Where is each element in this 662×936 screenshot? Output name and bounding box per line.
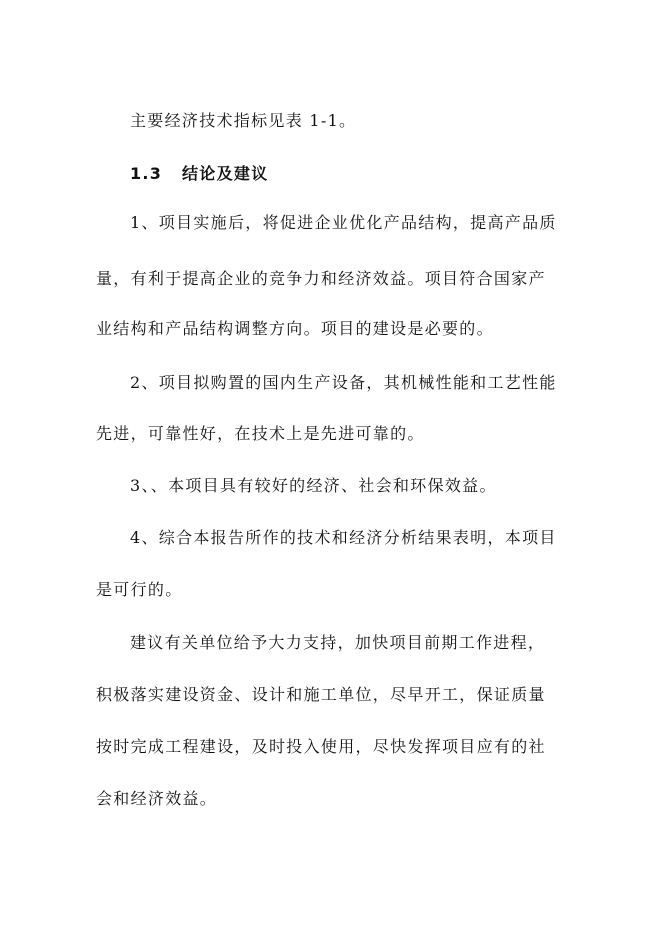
paragraph-2-line-2: 先进，可靠性好，在技术上是先进可靠的。 — [96, 424, 425, 443]
paragraph-5-line-1: 建议有关单位给予大力支持，加快项目前期工作进程， — [130, 633, 546, 652]
paragraph-4-line-2: 是可行的。 — [96, 580, 183, 599]
paragraph-4-line-1: 4、综合本报告所作的技术和经济分析结果表明，本项目 — [130, 528, 557, 547]
section-heading — [130, 164, 572, 184]
intro-text: 主要经济技术指标见表 1-1。 — [130, 111, 357, 130]
paragraph-5-line-3: 按时完成工程建设，及时投入使用，尽快发挥项目应有的社 — [96, 737, 546, 756]
section-title: 结论及建议 — [182, 164, 269, 183]
section-number: 1.3 — [130, 164, 163, 183]
paragraph-1-line-2: 量，有利于提高企业的竞争力和经济效益。项目符合国家产 — [96, 269, 546, 288]
paragraph-5-line-2: 积极落实建设资金、设计和施工单位，尽早开工，保证质量 — [96, 685, 546, 704]
paragraph-3-line-1: 3、、本项目具有较好的经济、社会和环保效益。 — [130, 476, 497, 495]
paragraph-2-line-1: 2、项目拟购置的国内生产设备，其机械性能和工艺性能 — [130, 373, 557, 392]
paragraph-1-line-1: 1、项目实施后，将促进企业优化产品结构，提高产品质 — [130, 213, 557, 232]
paragraph-5-line-4: 会和经济效益。 — [96, 789, 218, 808]
paragraph-1-line-3: 业结构和产品结构调整方向。项目的建设是必要的。 — [96, 319, 494, 338]
